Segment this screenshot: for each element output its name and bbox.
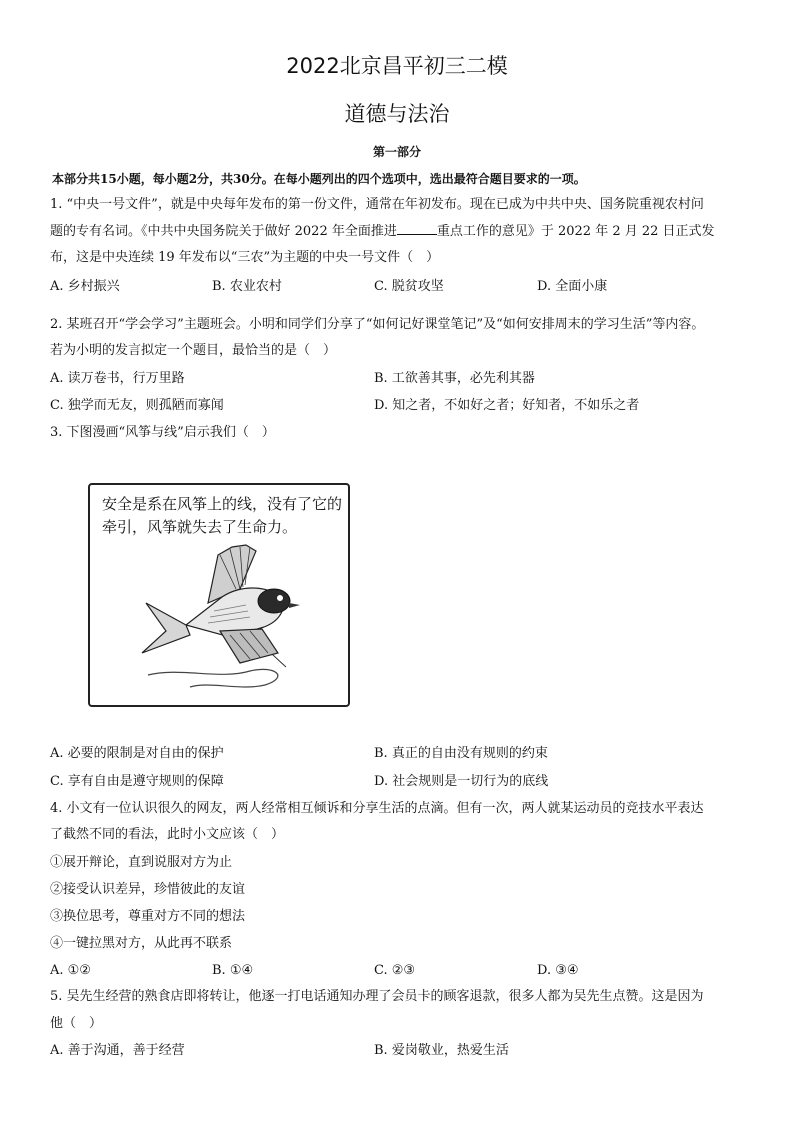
q1-line-2	[50, 222, 715, 241]
kite-tail	[142, 603, 190, 653]
q1-option-c: C. 脱贫攻坚	[374, 279, 444, 294]
q2-option-a: A. 读万卷书，行万里路	[50, 371, 185, 386]
q2-line-2: 若为小明的发言拟定一个题目，最恰当的是（ ）	[50, 343, 337, 358]
q4-option-c: C. ②③	[374, 963, 416, 978]
section-instructions: 本部分共15小题，每小题2分，共30分。在每小题列出的四个选项中，选出最符合题目要求的一项。	[52, 172, 586, 186]
q5-option-b: B. 爱岗敬业，热爱生活	[374, 1043, 509, 1058]
kite-head	[258, 589, 290, 613]
q2-option-d: D. 知之者，不如好之者；好知者，不如乐之者	[374, 398, 640, 413]
q1-line-2-end: 重点工作的意见》于 2022 年 2 月 22 日正式发	[436, 224, 715, 239]
q3-option-a: A. 必要的限制是对自由的保护	[50, 746, 224, 761]
q4-option-b: B. ①④	[212, 963, 254, 978]
q4-option-d: D. ③④	[537, 963, 579, 978]
q4-option-a: A. ①②	[50, 963, 91, 978]
answer-blank	[397, 222, 437, 235]
q2-option-b: B. 工欲善其事，必先利其器	[374, 371, 535, 386]
cartoon-caption: 安全是系在风筝上的线，没有了它的牵引，风筝就失去了生命力。	[102, 495, 343, 536]
q1-option-d: D. 全面小康	[537, 279, 608, 294]
q1-option-a: A. 乡村振兴	[50, 279, 120, 294]
q1-line-2-start: 题的专有名词。《中共中央国务院关于做好 2022 年全面推进	[50, 224, 397, 239]
q5-line-2: 他（ ）	[50, 1016, 103, 1031]
q3-option-c: C. 享有自由是遵守规则的保障	[50, 774, 224, 789]
part-heading: 第一部分	[372, 145, 421, 159]
q1-line-3: 布，这是中央连续 19 年发布以“三农”为主题的中央一号文件（ ）	[50, 250, 440, 265]
q2-option-c: C. 独学而无友，则孤陋而寡闻	[50, 398, 224, 413]
exam-subject: 道德与法治	[344, 102, 450, 126]
kite-illustration	[90, 485, 348, 705]
ground-line	[148, 669, 278, 687]
q4-item-3: ③换位思考，尊重对方不同的想法	[50, 909, 246, 924]
q4-item-1: ①展开辩论，直到说服对方为止	[50, 855, 233, 870]
q3-option-d: D. 社会规则是一切行为的底线	[374, 774, 549, 789]
q4-line-2: 了截然不同的看法，此时小文应该（ ）	[50, 827, 285, 842]
q3-option-b: B. 真正的自由没有规则的约束	[374, 746, 548, 761]
q4-item-4: ④一键拉黑对方，从此再不联系	[50, 936, 233, 951]
kite-cartoon	[88, 483, 350, 707]
q5-line-1: 5. 吴先生经营的熟食店即将转让，他逐一打电话通知办理了会员卡的顾客退款，很多人都为吴先生点赞。这是因为	[50, 989, 704, 1004]
q5-option-a: A. 善于沟通，善于经营	[50, 1043, 185, 1058]
q4-item-2: ②接受认识差异，珍惜彼此的友谊	[50, 882, 246, 897]
q4-line-1: 4. 小文有一位认识很久的网友，两人经常相互倾诉和分享生活的点滴。但有一次，两人就某运动员的竞技水平表达	[50, 801, 704, 816]
q3-line-1: 3. 下图漫画“风筝与线”启示我们（ ）	[50, 425, 275, 440]
q2-line-1: 2. 某班召开“学会学习”主题班会。小明和同学们分享了“如何记好课堂笔记”及“如何安排周末的学习生活”等内容。	[50, 317, 705, 332]
q1-option-b: B. 农业农村	[212, 279, 282, 294]
q1-line-1: 1. “中央一号文件”，就是中央每年发布的第一份文件，通常在年初发布。现在已成为中共中央、国务院重视农村问	[50, 197, 704, 212]
exam-title: 2022北京昌平初三二模	[286, 54, 508, 78]
